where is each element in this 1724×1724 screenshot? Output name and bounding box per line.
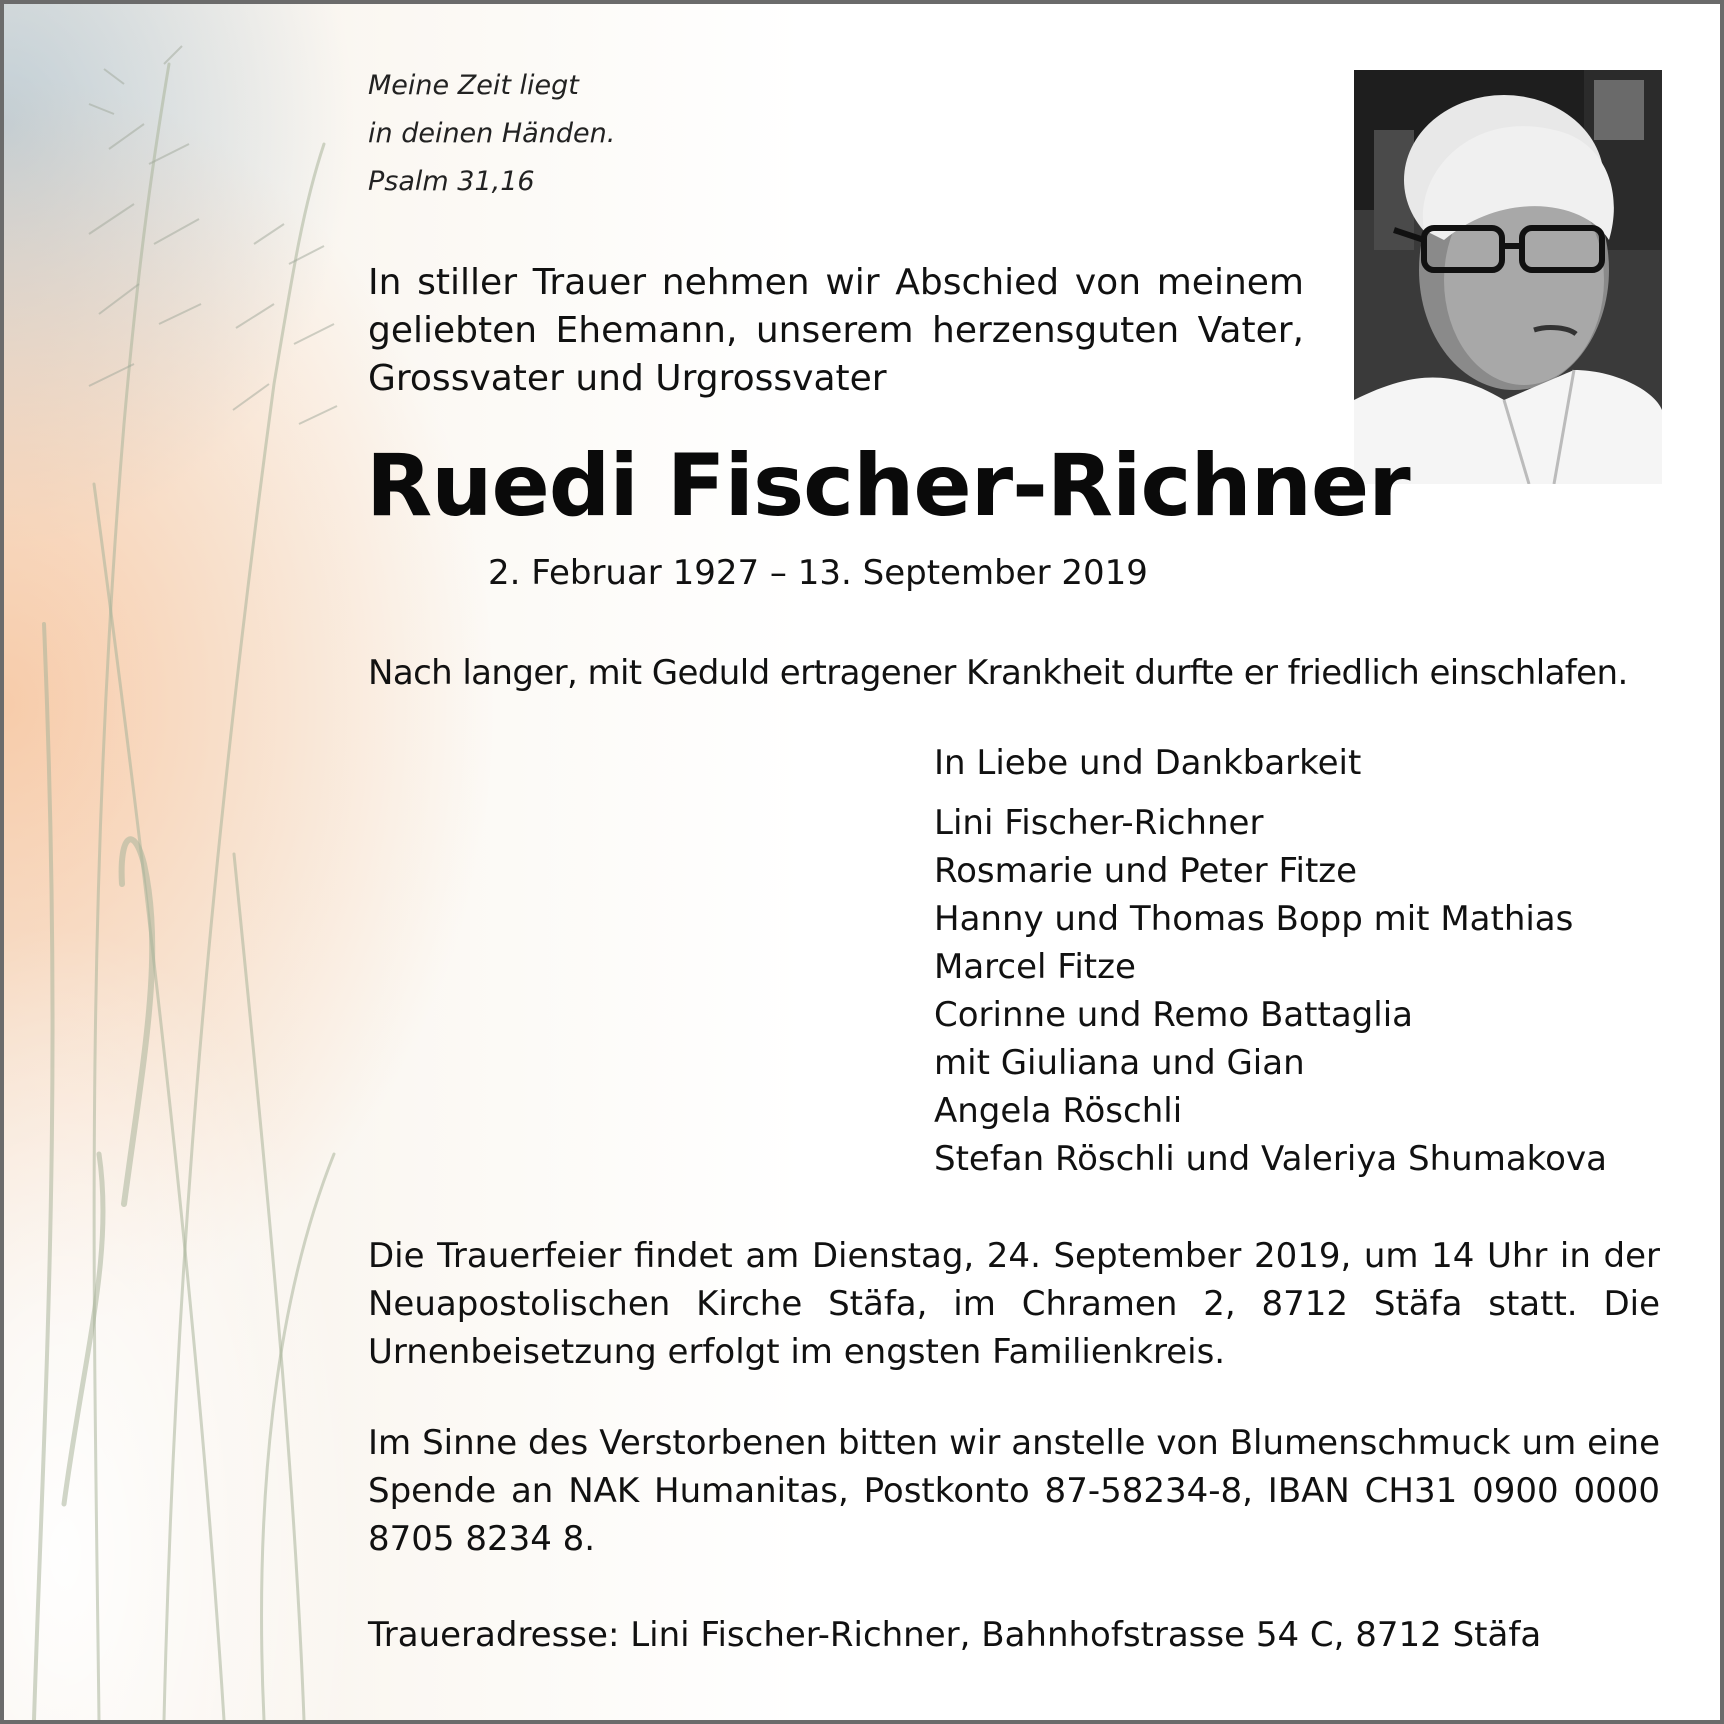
donation-info: Im Sinne des Verstorbenen bitten wir anstelle von Blumenschmuck um eine Spende an NAK Humanitas, Postkonto 87-58234-8, IBAN CH31 0900 0000 8705 8234 8. [368, 1423, 1660, 1559]
verse-line: Meine Zeit liegt [368, 70, 579, 101]
mourner-name: Lini Fischer-Richner [934, 803, 1264, 843]
mourner-name: Rosmarie und Peter Fitze [934, 851, 1358, 891]
mourning-address: Traueradresse: Lini Fischer-Richner, Bahnhofstrasse 54 C, 8712 Stäfa [368, 1615, 1542, 1655]
life-dates: 2. Februar 1927 – 13. September 2019 [488, 553, 1148, 593]
bible-verse [368, 62, 768, 206]
verse-line: in deinen Händen. [368, 118, 616, 149]
mourner-name: Marcel Fitze [934, 947, 1136, 987]
mourner-name: Corinne und Remo Battaglia [934, 995, 1413, 1035]
mourner-name: mit Giuliana und Gian [934, 1043, 1305, 1083]
mourner-name: Stefan Röschli und Valeriya Shumakova [934, 1139, 1607, 1179]
verse-reference: Psalm 31,16 [368, 166, 535, 197]
mourner-name: Angela Röschli [934, 1091, 1183, 1131]
closing-line: Nach langer, mit Geduld ertragener Krankheit durfte er friedlich einschlafen. [368, 653, 1628, 693]
service-info: Die Trauerfeier findet am Dienstag, 24. September 2019, um 14 Uhr in der Neuapostolischen Kirche Stäfa, im Chramen 2, 8712 Stäfa statt. Die Urnenbeisetzung erfolgt im engsten Familienkreis. [368, 1236, 1660, 1372]
mourner-name: Hanny und Thomas Bopp mit Mathias [934, 899, 1574, 939]
portrait-photo [1354, 70, 1662, 484]
mourners-list [934, 799, 1607, 1183]
deceased-name: Ruedi Fischer-Richner [366, 436, 1410, 536]
signoff: In Liebe und Dankbarkeit [934, 743, 1362, 783]
intro-text: In stiller Trauer nehmen wir Abschied von meinem geliebten Ehemann, unserem herzensguten Vater, Grossvater und Urgrossvater [368, 262, 1304, 399]
